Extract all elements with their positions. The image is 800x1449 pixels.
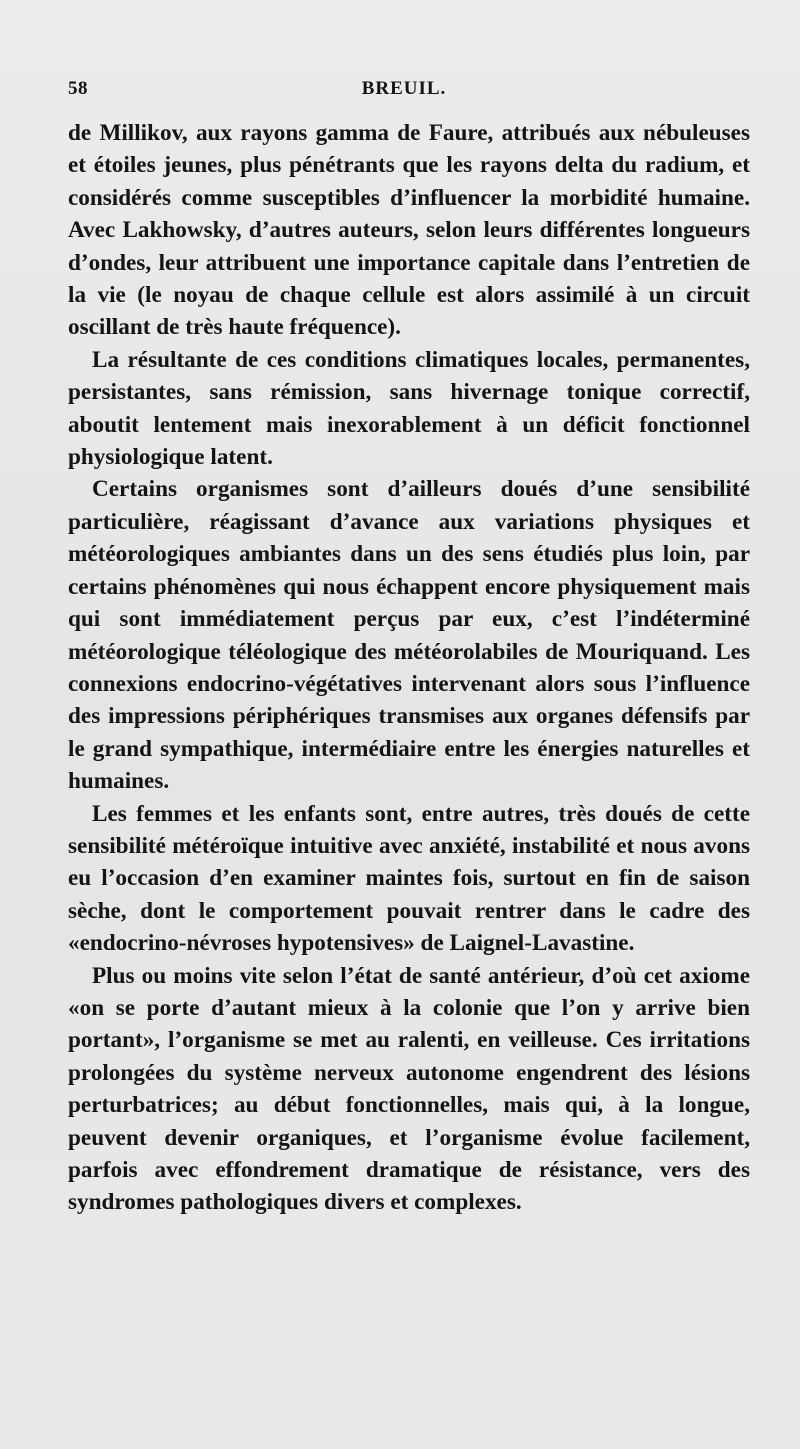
body-text bbox=[68, 117, 750, 1219]
paragraph: La résultante de ces conditions climatiques locales, permanentes, persistantes, sans rémission, sans hivernage tonique correctif, aboutit lentement mais inexorablement à un déficit fonctionnel physiologique latent. bbox=[68, 346, 750, 471]
page-number: 58 bbox=[68, 78, 88, 99]
paragraph: Les femmes et les enfants sont, entre autres, très doués de cette sensibilité météroïque intuitive avec anxiété, instabilité et nous avons eu l’occasion d’en examiner maintes fois, surtout en fin de saison sèche, dont le comportement pouvait rentrer dans le cadre des «endocrino-névroses hypotensives» de Laignel-Lavastine. bbox=[68, 800, 750, 957]
paragraph: Certains organismes sont d’ailleurs doués d’une sensibilité particulière, réagissant d’avance aux variations physiques et météorologiques ambiantes dans un des sens étudiés plus loin, par certains phénomènes qui nous échappent encore physiquement mais qui sont immédiatement perçus par eux, c’est l’indéterminé météorologique téléologique des météorolabiles de Mouriquand. Les connexions endocrino-végétatives intervenant alors sous l’influence des impressions périphériques transmises aux organes défensifs par le grand sympathique, intermédiaire entre les énergies naturelles et humaines. bbox=[68, 476, 750, 795]
paragraph: de Millikov, aux rayons gamma de Faure, attribués aux nébuleuses et étoiles jeunes, plus pénétrants que les rayons delta du radium, et considérés comme susceptibles d’influencer la morbidité humaine. Avec Lakhowsky, d’autres auteurs, selon leurs différentes longueurs d’ondes, leur attribuent une importance capitale dans l’entretien de la vie (le noyau de chaque cellule est alors assimilé à un circuit oscillant de très haute fréquence). bbox=[68, 120, 750, 341]
running-head: BREUIL. bbox=[361, 78, 447, 99]
paragraph: Plus ou moins vite selon l’état de santé antérieur, d’où cet axiome «on se porte d’autant mieux à la colonie que l’on y arrive bien portant», l’organisme se met au ralenti, en veilleuse. Ces irritations prolongées du système nerveux autonome engendrent des lésions perturbatrices; au début fonctionnelles, mais qui, à la longue, peuvent devenir organiques, et l’organisme évolue facilement, parfois avec effondrement dramatique de résistance, vers des syndromes pathologiques divers et complexes. bbox=[68, 962, 750, 1216]
page-header bbox=[68, 78, 740, 106]
